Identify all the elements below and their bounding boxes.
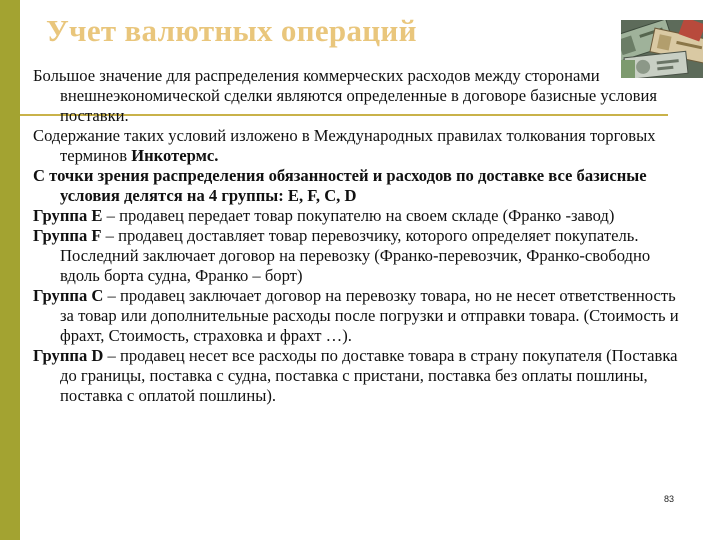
paragraph-group-c [33,286,683,346]
page-number: 83 [664,494,675,504]
group-description: – продавец доставляет товар перевозчику, которого определяет покупатель. Последний заключает договор на перевозку (Франко-перевозчик, Франко-свободно вдоль борта судна, Франко – борт) [60,226,651,285]
slide-title: Учет валютных операций [46,13,417,48]
group-label: Группа F [33,226,102,245]
group-description: – продавец передает товар покупателю на своем складе (Франко -завод) [102,206,615,225]
paragraph-text: Большое значение для распределения коммерческих расходов между сторонами внешнеэкономической сделки являются определенные в договоре базисные условия поставки. [33,66,657,125]
paragraph-incoterms [33,126,683,166]
incoterms-term: Инкотермс. [131,146,219,165]
paragraph-group-d [33,346,683,406]
group-description: – продавец несет все расходы по доставке товара в страну покупателя (Поставка до границы, поставка с судна, поставка с пристани, поставка без оплаты пошлины, поставка с оплатой пошлины). [60,346,678,405]
group-description: – продавец заключает договор на перевозку товара, но не несет ответственность за товар или дополнительные расходы после погрузки и отправки товара. (Стоимость и фрахт, Стоимость, страховка и фрахт …). [60,286,679,345]
paragraph-group-e [33,206,683,226]
group-label: Группа E [33,206,103,225]
groups-heading-text: С точки зрения распределения обязанностей и расходов по доставке все базисные условия делятся на 4 группы: E, F, C, D [33,166,647,205]
group-label: Группа C [33,286,104,305]
slide-body [33,66,683,406]
group-label: Группа D [33,346,104,365]
paragraph-groups-heading [33,166,683,206]
paragraph-intro [33,66,683,126]
paragraph-group-f [33,226,683,286]
side-accent-bar [0,0,20,540]
paragraph-text: Содержание таких условий изложено в Международных правилах толкования торговых терминов [33,126,656,165]
